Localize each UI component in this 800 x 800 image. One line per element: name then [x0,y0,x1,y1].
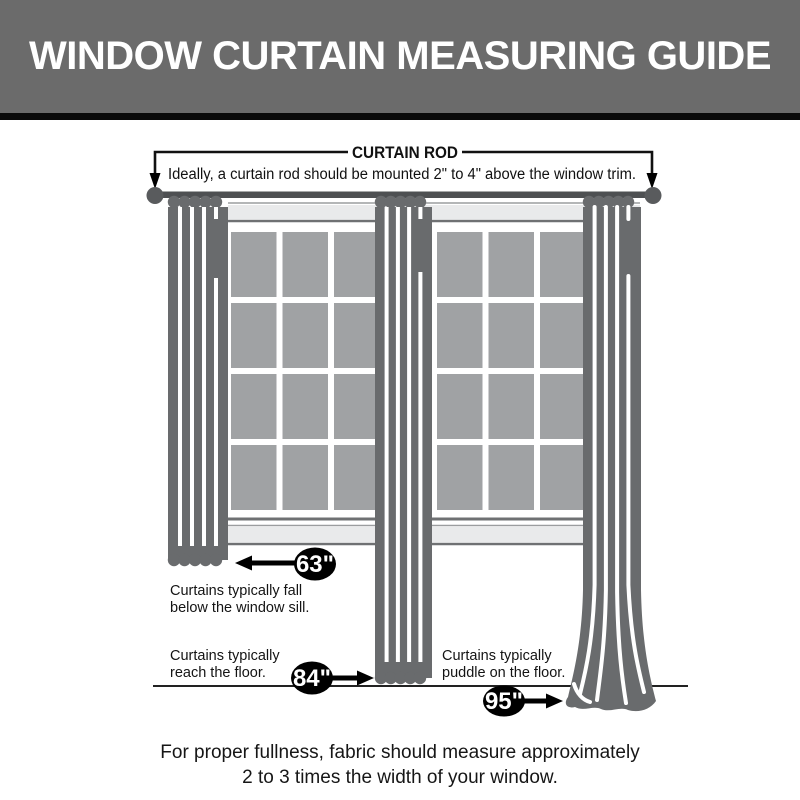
window-pane [489,232,535,297]
length-value: 95" [484,688,524,715]
down-arrow-icon [150,173,161,189]
window-pane [283,374,329,439]
length-value: 84" [292,665,332,692]
window-pane [437,445,483,510]
down-arrow-icon [647,173,658,189]
window-pane [540,232,586,297]
curtain-floor-length [375,196,432,684]
note-line: below the window sill. [170,600,310,616]
window-pane-grid [231,232,637,510]
window-pane [540,374,586,439]
curtain-pleat-highlight [190,207,194,546]
window-sill [228,527,640,542]
window-pane [334,445,380,510]
curtain-pleat-highlight [214,278,218,546]
rod-finial-right [645,187,662,204]
scallop [210,196,222,208]
window-pane [231,374,277,439]
right-arrow-icon [546,694,563,709]
window-pane [489,374,535,439]
window-pane [437,232,483,297]
right-arrow-icon [357,671,374,686]
fullness-tip-line1: For proper fullness, fabric should measure approximately [160,742,640,763]
window-pane [334,232,380,297]
left-arrow-icon [235,556,252,571]
curtain-pleat-highlight [407,207,411,662]
measurement-84 [170,648,374,695]
page-title: WINDOW CURTAIN MEASURING GUIDE [29,34,771,78]
note-line: Curtains typically fall [170,583,303,599]
window-pane [489,445,535,510]
window-pane [334,303,380,368]
curtain-scallops [583,196,634,208]
curtain-pleat-highlight [385,207,389,662]
curtain-pleat-highlight [418,272,422,662]
curtain-pleat-highlight [214,207,218,219]
curtain-pleat-highlight [202,207,206,546]
scallop [414,672,426,684]
window [228,203,640,544]
curtain-rod-label: CURTAIN ROD [352,144,459,162]
window-pane [231,303,277,368]
curtain-pleat-highlight [418,207,422,219]
note-line: reach the floor. [170,665,266,681]
window-pane [437,374,483,439]
scallop [414,196,426,208]
curtain-panel [375,207,432,678]
curtain-rod-callout [150,144,658,189]
curtain-sill-length [168,196,228,566]
length-value: 63" [295,551,335,578]
note-line: Curtains typically [170,648,280,664]
rod-finial-left [147,187,164,204]
window-pane [334,374,380,439]
window-pane [540,445,586,510]
window-pane [283,303,329,368]
scallop [210,554,222,566]
window-pane [540,303,586,368]
curtain-pleat-highlight [396,207,400,662]
fullness-tip [0,740,800,790]
window-pane [437,303,483,368]
measurement-95 [442,648,565,717]
curtain-panel [168,207,228,560]
window-pane [231,445,277,510]
window-pane [489,303,535,368]
window-pane [283,445,329,510]
rod-mounting-tip: Ideally, a curtain rod should be mounted 2" to 4" above the window trim. [168,166,636,183]
window-top-trim [228,205,640,219]
window-pane [231,232,277,297]
curtain-pleat-highlight [178,207,182,546]
fullness-tip-line2: 2 to 3 times the width of your window. [242,767,558,788]
window-pane [283,232,329,297]
note-line: puddle on the floor. [442,665,566,681]
note-line: Curtains typically [442,648,552,664]
